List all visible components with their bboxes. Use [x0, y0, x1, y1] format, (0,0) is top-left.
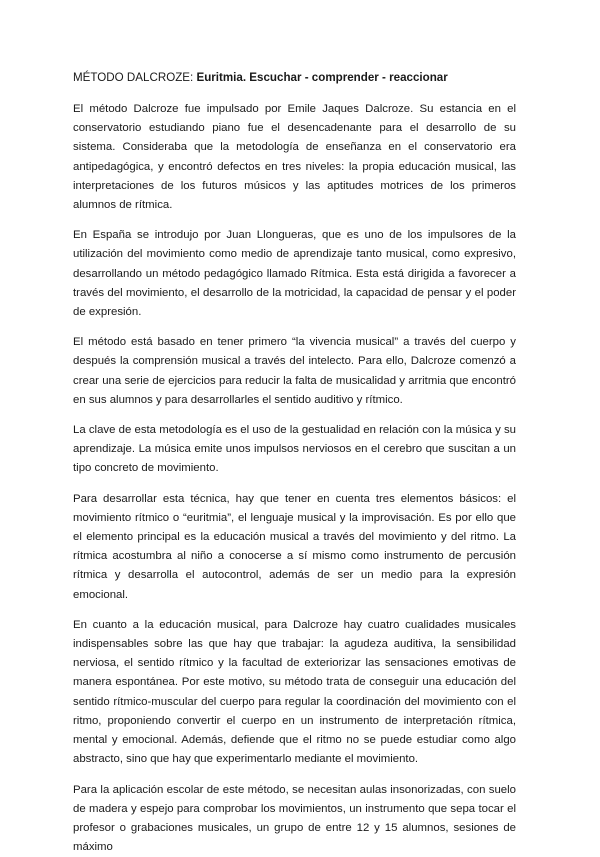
paragraph-1: El método Dalcroze fue impulsado por Emile Jaques Dalcroze. Su estancia en el conservatorio estudiando piano fue el desencadenante para el desarrollo de su sistema. Consideraba que la metodología de enseñanza en el conservatorio era antipedagógica, y encontró defectos en tres niveles: la propia educación musical, las interpretaciones de los futuros músicos y las aptitudes motrices de los primeros alumnos de rítmica.: [73, 100, 516, 215]
paragraph-4: La clave de esta metodología es el uso de la gestualidad en relación con la música y su aprendizaje. La música emite unos impulsos nerviosos en el cerebro que suscitan a un tipo concreto de movimiento.: [73, 421, 516, 479]
heading-title: Euritmia. Escuchar - comprender - reaccionar: [196, 71, 447, 84]
paragraph-6: En cuanto a la educación musical, para Dalcroze hay cuatro cualidades musicales indispensables sobre las que hay que trabajar: la agudeza auditiva, la sensibilidad nerviosa, el sentido rítmico y la facultad de exteriorizar las sensaciones emotivas de manera espontánea. Por este motivo, su método trata de conseguir una educación del sentido rítmico-muscular del cuerpo para regular la coordinación del movimiento con el ritmo, proponiendo convertir el cuerpo en un instrumento de interpretación rítmica, mental y emocional. Además, defiende que el ritmo no se puede estudiar como algo abstracto, sino que hay que experimentarlo mediante el movimiento.: [73, 616, 516, 770]
paragraph-3: El método está basado en tener primero “la vivencia musical” a través del cuerpo y después la comprensión musical a través del intelecto. Para ello, Dalcroze comenzó a crear una serie de ejercicios para reducir la falta de musicalidad y arritmia que encontró en sus alumnos y para desarrollarles el sentido auditivo y rítmico.: [73, 333, 516, 410]
paragraph-2: En España se introdujo por Juan Llongueras, que es uno de los impulsores de la utilización del movimiento como medio de aprendizaje tanto musical, como expresivo, desarrollando un método pedagógico llamado Rítmica. Esta está dirigida a favorecer a través del movimiento, el desarrollo de la motricidad, la capacidad de pensar y el poder de expresión.: [73, 226, 516, 322]
document-heading: [73, 70, 516, 86]
paragraph-7: Para la aplicación escolar de este método, se necesitan aulas insonorizadas, con suelo de madera y espejo para comprobar los movimientos, un instrumento que sepa tocar el profesor o grabaciones musicales, un grupo de entre 12 y 15 alumnos, sesiones de máximo: [73, 781, 516, 857]
paragraph-5: Para desarrollar esta técnica, hay que tener en cuenta tres elementos básicos: el movimiento rítmico o “euritmia”, el lenguaje musical y la improvisación. Es por ello que el elemento principal es la educación musical a través del movimiento y del ritmo. La rítmica acostumbra al niño a conocerse a sí mismo como instrumento de percusión rítmica y desarrolla el autocontrol, además de ser un medio para la expresión emocional.: [73, 490, 516, 605]
heading-prefix: MÉTODO DALCROZE:: [73, 71, 196, 84]
